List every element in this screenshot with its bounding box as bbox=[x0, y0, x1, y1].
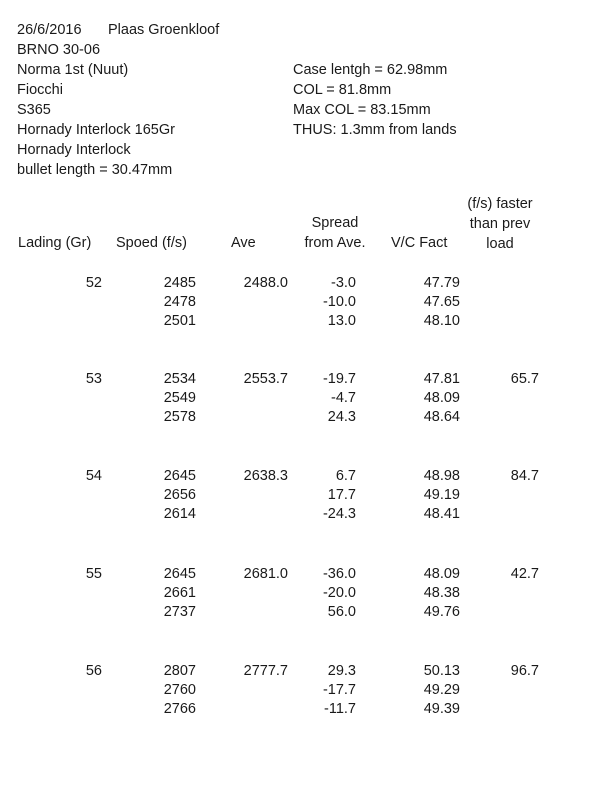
header-spread-line-2: from Ave. bbox=[304, 235, 366, 251]
average-speed: 2488.0 bbox=[243, 275, 288, 291]
spread-value: -19.7 bbox=[322, 371, 356, 387]
location: Plaas Groenkloof bbox=[108, 22, 220, 38]
speed-value: 2614 bbox=[163, 506, 196, 522]
vc-factor-value: 48.38 bbox=[423, 585, 460, 601]
load-value: 56 bbox=[85, 663, 102, 679]
spread-value: 56.0 bbox=[327, 604, 356, 620]
speed-value: 2645 bbox=[163, 468, 196, 484]
spread-value: -24.3 bbox=[322, 506, 356, 522]
rifle: BRNO 30-06 bbox=[17, 42, 101, 58]
speed-value: 2766 bbox=[163, 701, 196, 717]
bullet-type: Hornady Interlock bbox=[17, 142, 131, 158]
speed-value: 2645 bbox=[163, 566, 196, 582]
vc-factor-value: 48.64 bbox=[423, 409, 460, 425]
vc-factor-value: 49.19 bbox=[423, 487, 460, 503]
faster-than-previous: 65.7 bbox=[510, 371, 539, 387]
spread-value: -20.0 bbox=[322, 585, 356, 601]
spread-value: 6.7 bbox=[335, 468, 356, 484]
header-load: Lading (Gr) bbox=[18, 235, 92, 251]
col: COL = 81.8mm bbox=[293, 82, 392, 98]
header-faster bbox=[450, 194, 550, 254]
vc-factor-value: 49.76 bbox=[423, 604, 460, 620]
vc-factor-value: 48.41 bbox=[423, 506, 460, 522]
vc-factor-value: 47.81 bbox=[423, 371, 460, 387]
speed-value: 2478 bbox=[163, 294, 196, 310]
vc-factor-value: 48.09 bbox=[423, 390, 460, 406]
lands-distance: THUS: 1.3mm from lands bbox=[293, 122, 457, 138]
speed-value: 2549 bbox=[163, 390, 196, 406]
bullet: Hornady Interlock 165Gr bbox=[17, 122, 175, 138]
header-faster-line-1: (f/s) faster bbox=[467, 196, 533, 212]
header-spread-line-1: Spread bbox=[311, 215, 359, 231]
average-speed: 2553.7 bbox=[243, 371, 288, 387]
load-value: 55 bbox=[85, 566, 102, 582]
load-value: 54 bbox=[85, 468, 102, 484]
header-spread bbox=[290, 213, 380, 253]
spread-value: 13.0 bbox=[327, 313, 356, 329]
spread-value: -3.0 bbox=[331, 275, 356, 291]
header-faster-line-2: than prev bbox=[469, 216, 531, 232]
faster-than-previous: 42.7 bbox=[510, 566, 539, 582]
bullet-length: bullet length = 30.47mm bbox=[17, 162, 173, 178]
faster-than-previous: 96.7 bbox=[510, 663, 539, 679]
spread-value: 29.3 bbox=[327, 663, 356, 679]
vc-factor-value: 50.13 bbox=[423, 663, 460, 679]
load-value: 52 bbox=[85, 275, 102, 291]
spread-value: -36.0 bbox=[322, 566, 356, 582]
load-value: 53 bbox=[85, 371, 102, 387]
faster-than-previous: 84.7 bbox=[510, 468, 539, 484]
vc-factor-value: 49.29 bbox=[423, 682, 460, 698]
brass: Norma 1st (Nuut) bbox=[17, 62, 129, 78]
spread-value: -4.7 bbox=[331, 390, 356, 406]
primer: Fiocchi bbox=[17, 82, 63, 98]
header-average: Ave bbox=[231, 235, 256, 251]
header-speed: Spoed (f/s) bbox=[116, 235, 187, 251]
max-col: Max COL = 83.15mm bbox=[293, 102, 431, 118]
case-length: Case lentgh = 62.98mm bbox=[293, 62, 448, 78]
spread-value: 17.7 bbox=[327, 487, 356, 503]
speed-value: 2737 bbox=[163, 604, 196, 620]
spread-value: -11.7 bbox=[324, 701, 356, 717]
speed-value: 2661 bbox=[163, 585, 196, 601]
vc-factor-value: 49.39 bbox=[423, 701, 460, 717]
speed-value: 2578 bbox=[163, 409, 196, 425]
average-speed: 2681.0 bbox=[243, 566, 288, 582]
spread-value: -17.7 bbox=[322, 682, 356, 698]
speed-value: 2656 bbox=[163, 487, 196, 503]
speed-value: 2485 bbox=[163, 275, 196, 291]
date: 26/6/2016 bbox=[17, 22, 82, 38]
header-vc-factor: V/C Fact bbox=[391, 235, 448, 251]
speed-value: 2534 bbox=[163, 371, 196, 387]
powder: S365 bbox=[17, 102, 51, 118]
vc-factor-value: 48.98 bbox=[423, 468, 460, 484]
speed-value: 2760 bbox=[163, 682, 196, 698]
speed-value: 2501 bbox=[163, 313, 196, 329]
average-speed: 2777.7 bbox=[243, 663, 288, 679]
speed-value: 2807 bbox=[163, 663, 196, 679]
vc-factor-value: 48.09 bbox=[423, 566, 460, 582]
header-faster-line-3: load bbox=[486, 236, 514, 252]
vc-factor-value: 47.65 bbox=[423, 294, 460, 310]
spread-value: -10.0 bbox=[322, 294, 356, 310]
spread-value: 24.3 bbox=[327, 409, 356, 425]
vc-factor-value: 47.79 bbox=[423, 275, 460, 291]
average-speed: 2638.3 bbox=[243, 468, 288, 484]
vc-factor-value: 48.10 bbox=[423, 313, 460, 329]
